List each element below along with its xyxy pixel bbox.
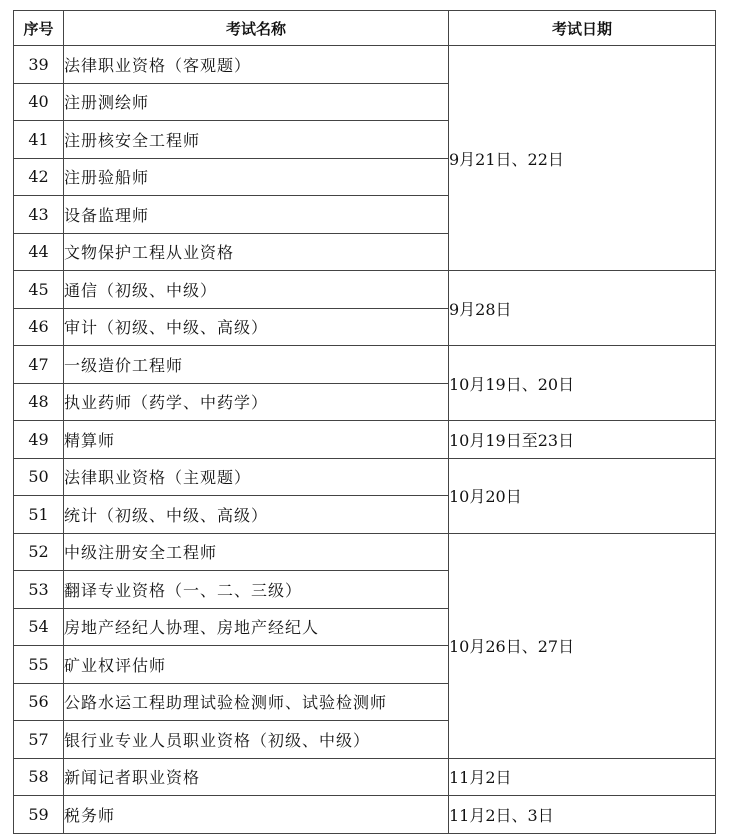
row-number: 47 [14,346,64,384]
table-row [14,271,716,309]
exam-name: 一级造价工程师 [64,346,449,384]
table-row [14,421,716,459]
exam-name: 精算师 [64,421,449,459]
exam-name: 房地产经纪人协理、房地产经纪人 [64,608,449,646]
exam-name: 执业药师（药学、中药学） [64,383,449,421]
header-index: 序号 [14,11,64,46]
row-number: 51 [14,496,64,534]
exam-name: 文物保护工程从业资格 [64,233,449,271]
exam-name: 矿业权评估师 [64,646,449,684]
exam-name: 新闻记者职业资格 [64,758,449,796]
exam-name: 设备监理师 [64,196,449,234]
table-row [14,458,716,496]
row-number: 53 [14,571,64,609]
exam-date: 10月19日、20日 [449,346,716,421]
row-number: 45 [14,271,64,309]
exam-name: 法律职业资格（主观题） [64,458,449,496]
header-exam-name: 考试名称 [64,11,449,46]
row-number: 59 [14,796,64,834]
exam-date: 10月26日、27日 [449,533,716,758]
exam-name: 通信（初级、中级） [64,271,449,309]
exam-schedule-table [13,10,716,834]
exam-date: 11月2日 [449,758,716,796]
exam-name: 翻译专业资格（一、二、三级） [64,571,449,609]
exam-name: 注册核安全工程师 [64,121,449,159]
row-number: 52 [14,533,64,571]
row-number: 43 [14,196,64,234]
header-row [14,11,716,46]
row-number: 44 [14,233,64,271]
exam-date: 10月20日 [449,458,716,533]
row-number: 54 [14,608,64,646]
exam-name: 中级注册安全工程师 [64,533,449,571]
table-row [14,533,716,571]
table-row [14,346,716,384]
row-number: 46 [14,308,64,346]
exam-date: 9月21日、22日 [449,46,716,271]
row-number: 55 [14,646,64,684]
exam-name: 注册测绘师 [64,83,449,121]
exam-date: 10月19日至23日 [449,421,716,459]
table-row [14,46,716,84]
row-number: 40 [14,83,64,121]
exam-date: 9月28日 [449,271,716,346]
row-number: 41 [14,121,64,159]
exam-name: 税务师 [64,796,449,834]
exam-name: 审计（初级、中级、高级） [64,308,449,346]
header-exam-date: 考试日期 [449,11,716,46]
row-number: 57 [14,721,64,759]
row-number: 49 [14,421,64,459]
table-row [14,796,716,834]
exam-name: 公路水运工程助理试验检测师、试验检测师 [64,683,449,721]
exam-name: 法律职业资格（客观题） [64,46,449,84]
exam-name: 注册验船师 [64,158,449,196]
row-number: 56 [14,683,64,721]
row-number: 58 [14,758,64,796]
row-number: 42 [14,158,64,196]
exam-name: 银行业专业人员职业资格（初级、中级） [64,721,449,759]
row-number: 39 [14,46,64,84]
exam-name: 统计（初级、中级、高级） [64,496,449,534]
table-row [14,758,716,796]
row-number: 48 [14,383,64,421]
exam-date: 11月2日、3日 [449,796,716,834]
row-number: 50 [14,458,64,496]
